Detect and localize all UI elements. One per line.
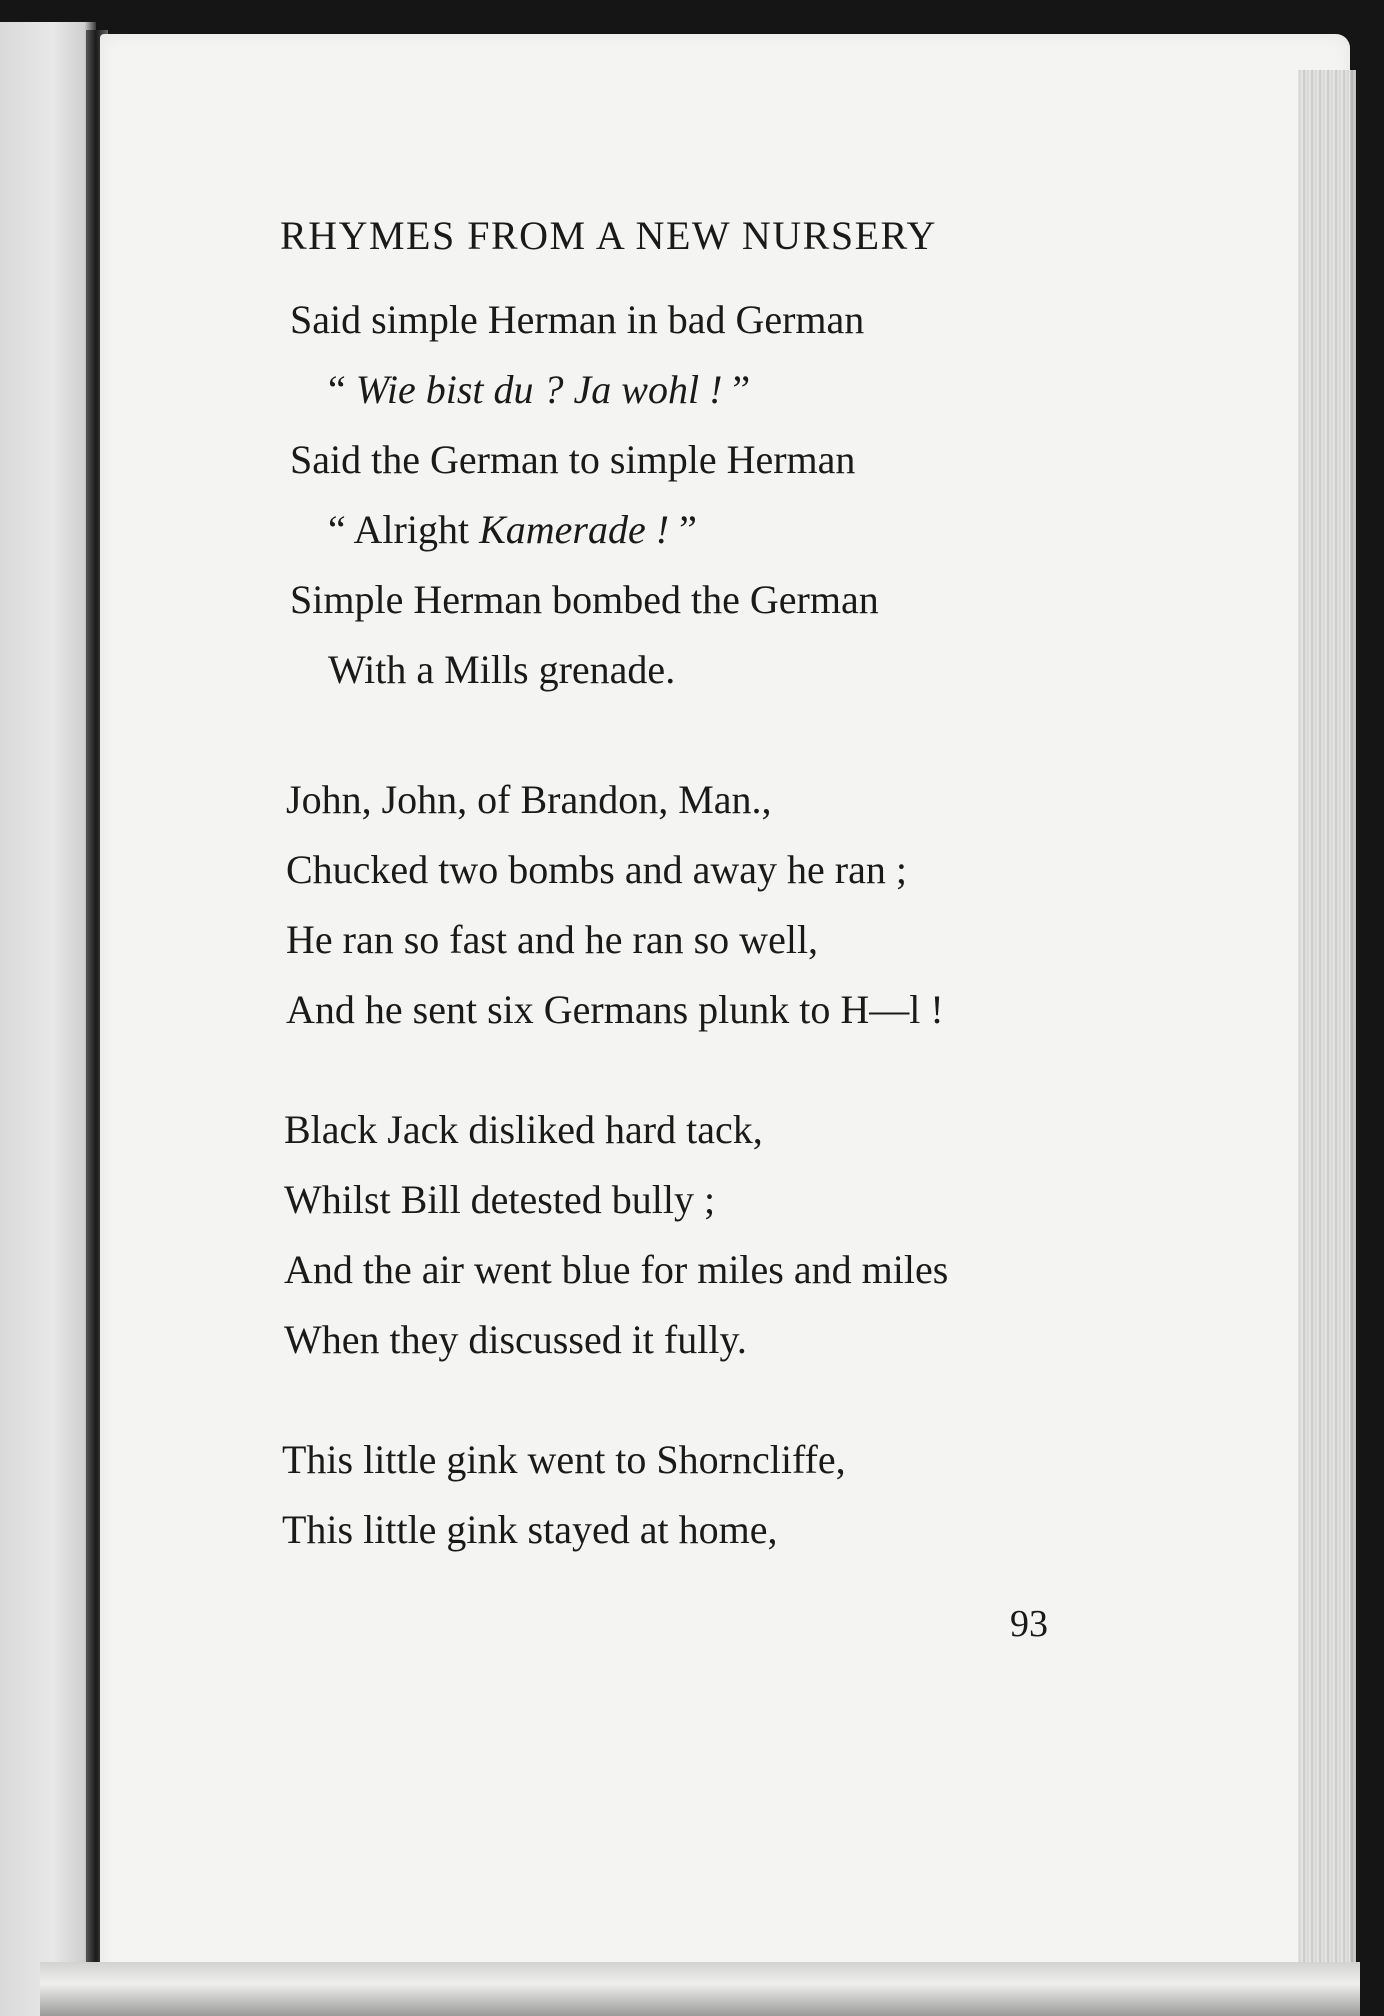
close-quote: ” [722,367,751,412]
page-stack-edge [1298,70,1356,2000]
verse-line [328,507,697,552]
verse-line: Chucked two bombs and away he ran ; [286,847,907,892]
verse-line: When they discussed it fully. [284,1317,747,1362]
verse-line: This little gink went to Shorncliffe, [282,1437,846,1482]
verse-line: And he sent six Germans plunk to H—l ! [286,987,944,1032]
verse-line: Simple Herman bombed the German [290,577,879,622]
italic-phrase: Wie bist du ? Ja wohl ! [355,367,723,412]
close-quote: ” [669,507,697,552]
quote-lead: “ Alright [328,507,480,552]
verse-line [328,367,751,412]
verse-line: This little gink stayed at home, [282,1507,778,1552]
verse-line: With a Mills grenade. [328,647,676,692]
verse-line: He ran so fast and he ran so well, [286,917,819,962]
italic-phrase: Kamerade ! [479,507,670,552]
verse-line: Said simple Herman in bad German [290,297,865,342]
verse-line: Said the German to simple Herman [290,437,856,482]
running-head: RHYMES FROM A NEW NURSERY [280,213,937,258]
page-bottom-edge [40,1962,1360,2016]
verse-line: Black Jack disliked hard tack, [284,1107,763,1152]
verse-line: Whilst Bill detested bully ; [284,1177,716,1222]
page-number: 93 [1010,1603,1048,1645]
facing-page-edge [0,22,96,2016]
verse-line: And the air went blue for miles and miles [284,1247,949,1292]
verse-line: John, John, of Brandon, Man., [286,777,772,822]
open-quote: “ [328,367,356,412]
